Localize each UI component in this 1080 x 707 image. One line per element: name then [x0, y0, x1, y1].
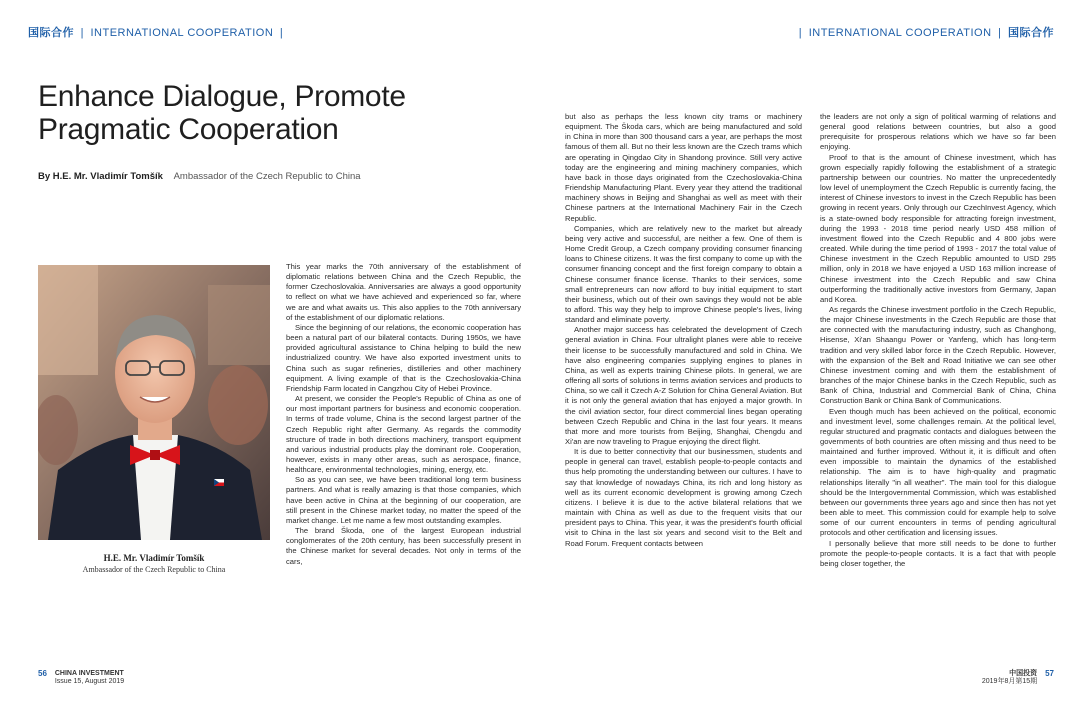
- header-separator: |: [80, 27, 84, 39]
- issue-info-cn: 2019年8月第15期: [981, 678, 1038, 685]
- paragraph: Companies, which are relatively new to the market but already being very active and successful, are neither a few. One of them is Home Credit Group, a Czech company providing consumer financing loans to Chinese citizens. It was the first company to come up with the consumer financing concept and the first foreign company to obtain a Chinese consumer finance license. Thanks to their services, some small entrepreneurs can now afford to buy initial equipment to start their business, which out of their own savings they would not be able to afford. This way they help to improve Chinese people's lives, living standard and eliminate poverty.: [565, 223, 802, 325]
- header-separator: |: [798, 27, 803, 39]
- paragraph: It is due to better connectivity that our businessmen, students and people in general can travel, establish people-to-people contacts and thus help promoting the understanding between our cultures. I have to say that knowledge of nowadays China, its rich and long history as well as its current economic development is growing among Czech citizens. I believe it is due to the active bilateral relations that we maintain with China as well as due to the frequent visits that our president pays to China. This year, it was the president's fourth official visit to China in the last six years and second visit to the Belt and Road Forum. Frequent contacts between: [565, 447, 802, 548]
- right-section-header: [796, 24, 1054, 40]
- article-column-2: [565, 112, 802, 627]
- paragraph: Another major success has celebrated the development of Czech general aviation in China. Four ultralight planes were able to receive their license to be successfully manufactured and sold in China. We have also engineering companies supplying engines to planes in China, as well as experts training Chinese pilots. In general, we are offering all sorts of solutions in terms aviation services and products to China, so we call it Czech A-Z Solution for China General Aviation. But it is not only the general aviation that has enjoyed a major growth. In the civil aviation sector, four direct commercial lines began operating between Czech Republic and China in the last four years. It means that more and more tourists from Beijing, Shanghai, Chengdu and Xi'an are now traveling to Prague enjoying the direct flight.: [565, 325, 802, 446]
- page-number: 57: [1045, 669, 1054, 678]
- page-number: 56: [38, 669, 47, 678]
- article-title-line: Pragmatic Cooperation: [38, 113, 339, 146]
- byline-role: Ambassador of the Czech Republic to China: [173, 171, 361, 182]
- article-title-line: Enhance Dialogue, Promote: [38, 80, 406, 113]
- section-label-en: INTERNATIONAL COOPERATION: [90, 27, 274, 39]
- paragraph: At present, we consider the People's Republic of China as one of our most important partners for business and economic cooperation. In terms of trade volume, China is the second largest partner of the Czech Republic right after Germany. As regards the commodity structure of trade in both directions machinery, transport equipment and various industrial products play the dominant role. Cooperation, however, exists in many other areas, such as aerospace, finance, healthcare, environmental technologies, mining, energy, etc.: [286, 394, 521, 475]
- paragraph: The brand Škoda, one of the largest European industrial conglomerates of the 20th century, has been successfully present in the Chinese market for several decades. Not only in terms of the cars,: [286, 526, 521, 566]
- photo-caption-role: Ambassador of the Czech Republic to China: [82, 565, 226, 574]
- paragraph: Since the beginning of our relations, the economic cooperation has been a natural part of our bilateral contacts. During 1950s, we have provided agricultural assistance to China helping to build the new industrialized country. We have also exported investment units to China such as sugar refineries, distilleries and other machinery equipment. A living example of that is the Czechoslovakia-China Friendship Farm located in Cangzhou City of Hebei Province.: [286, 322, 521, 393]
- photo-caption-name: H.E. Mr. Vladimír Tomšík: [103, 553, 205, 563]
- paragraph: Even though much has been achieved on the political, economic and investment level, some challenges remain. At the political level, regular structured and pragmatic contacts and dialogues between the governments of both countries are often missing and thus need to be maintained and further improved. Without it, it is difficult and often even impossible to maintain the dynamics of the established relationship. The aim is to have high-quality and pragmatic relationships literally "in all weather". The main tool for this dialogue should be the Intergovernmental Commission, which was established between our governments three years ago and since then has not yet been able to meet. This commission could for example help to solve some of our current encounters in terms of pending agricultural protocols and other certification and licensing issues.: [820, 406, 1056, 538]
- ambassador-photo: [38, 265, 270, 540]
- paragraph: As regards the Chinese investment portfolio in the Czech Republic, the major Chinese investments in the Czech Republic are those that are connected with the manufacturing industry, such as Changhong, Hisense, Xi'an Shaangu Power or Yanfeng, which has long-term tradition and very skilled labor force in the Czech Republic. However, with the expansion of the Belt and Road Initiative we can see other Chinese investment coming and with them the establishment of branches of the major Chinese banks in the Czech Republic, such as Bank of China, Industrial and Commercial Bank of China, China Construction Bank or China Bank of Communications.: [820, 304, 1056, 406]
- article-column-3: [820, 112, 1056, 627]
- right-footer: [982, 670, 1054, 686]
- section-label-cn: 国际合作: [28, 27, 74, 39]
- section-label-cn: 国际合作: [1008, 27, 1054, 39]
- magazine-name: CHINA INVESTMENT: [54, 670, 124, 677]
- paragraph: This year marks the 70th anniversary of the establishment of diplomatic relations between China and the Czech Republic, the former Czechoslovakia. Anniversaries are always a good opportunity to reflect on what we have achieved and experienced so far, where we are and what awaits us. This also applies to the 70th anniversary of the establishment of our diplomatic relations.: [286, 262, 521, 322]
- left-section-header: [28, 24, 286, 40]
- article-title: [38, 80, 406, 146]
- byline: [38, 171, 361, 182]
- paragraph: the leaders are not only a sign of political warming of relations and general good relations between countries, but also a good prerequisite for prosperous relations which we have so far been enjoying.: [820, 112, 1056, 152]
- paragraph: So as you can see, we have been traditional long term business partners. And what is really amazing is that those companies, which have been active in China at the beginning of our cooperation, are still present in the Chinese market today, no matter the speed of the market change. Let me name a few most outstanding examples.: [286, 475, 521, 525]
- byline-author: By H.E. Mr. Vladimír Tomšík: [38, 171, 163, 182]
- header-separator: |: [279, 27, 284, 39]
- paragraph: I personally believe that more still needs to be done to further promote the people-to-people contacts. It is a fact that with people being closer together, the: [820, 538, 1056, 568]
- article-column-1: [286, 262, 521, 627]
- paragraph: Proof to that is the amount of Chinese investment, which has grown especially rapidly following the establishment of a strategic partnership between our countries. No matter the unprecedentedly low level of unemployment the Czech Republic is currently facing, the interest of Chinese investors to invest in the Czech Republic has been growing in recent years. Only through our CzechInvest Agency, which is a state-owned body responsible for attracting foreign investment, during the 1993 - 2018 time period nearly USD 458 million of investment flowed into the Czech Republic and 4 800 jobs were created. While during the time period of 1993 - 2017 the total value of Chinese investment in the Czech Republic amounted to USD 295 million, only in 2018 we have enjoyed a USD 163 million increase of Chinese investment into the Czech Republic and saw China outperforming the traditionally active investors from Germany, Japan and Korea.: [820, 152, 1056, 304]
- left-footer: [38, 670, 124, 686]
- paragraph: but also as perhaps the less known city trams or machinery equipment. The Škoda cars, which are being manufactured and sold in China in more than 300 thousand cars a year, are perhaps the most famous of them all. But no their less known are the Czech trams which are operating in Qingdao City in Shandong province. Still very active today are the engineering and mining machinery companies, which have back in those days originated from the Czechoslovakia-China Friendship Manufacturing Plant. Every year they attend the traditional machinery shows in Beijing and Shanghai as well as meet with their Chinese partners at the International Machinery Fair in the Czech Republic.: [565, 112, 802, 223]
- magazine-name-cn: 中国投资: [1009, 670, 1038, 677]
- header-separator: |: [998, 27, 1002, 39]
- issue-info: Issue 15, August 2019: [54, 678, 125, 685]
- section-label-en: INTERNATIONAL COOPERATION: [808, 27, 992, 39]
